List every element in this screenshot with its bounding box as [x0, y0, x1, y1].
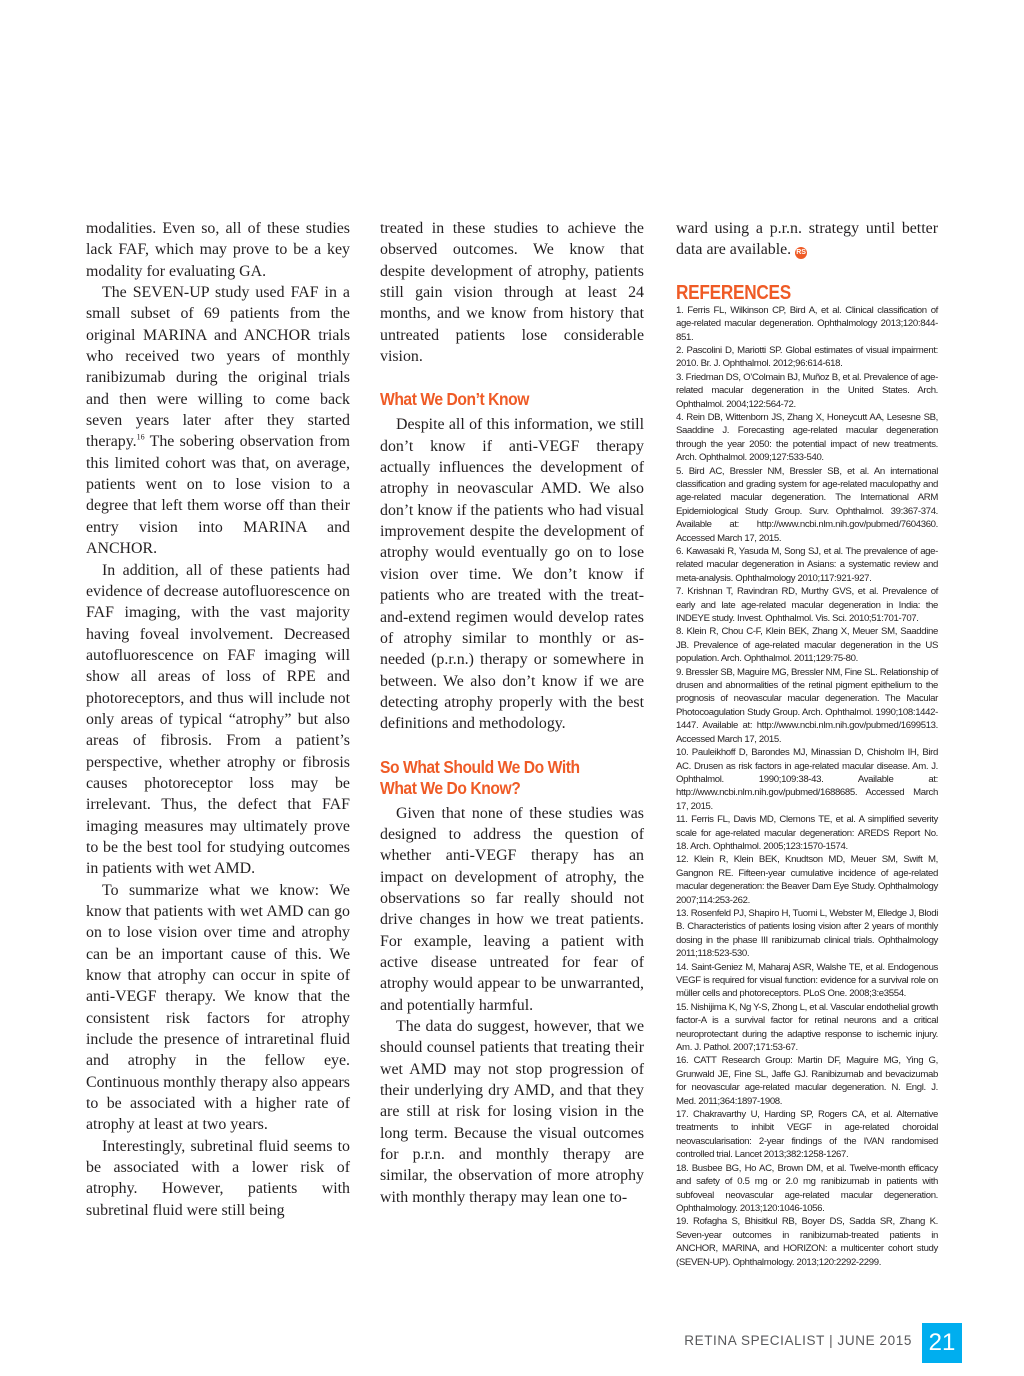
paragraph — [86, 282, 350, 559]
reference-item: 14. Saint-Geniez M, Maharaj ASR, Walshe TE, et al. Endogenous VEGF is required for visual function: evidence for a survival role on müller cells and photoreceptors. PLoS One. 2008;3:e3554. — [676, 961, 938, 1000]
paragraph: modalities. Even so, all of these studies lack FAF, which may prove to be a key modality for evaluating GA. — [86, 220, 350, 280]
end-mark-icon: RS — [795, 247, 807, 259]
paragraph: In addition, all of these patients had evidence of decrease autofluorescence on FAF imaging, with the vast majority having foveal involvement. Decreased autofluorescence on FAF imaging will show all areas of loss of RPE and photoreceptors, and thus will include not only areas of typical “atrophy” but also areas of fibrosis. From a patient’s perspective, whether atrophy or fibrosis causes photoreceptor loss may be irrelevant. Thus, the defect that FAF imaging measures may ultimately prove to be the best tool for studying outcomes in patients with wet AMD. — [86, 561, 350, 878]
reference-item: 2. Pascolini D, Mariotti SP. Global estimates of visual impairment: 2010. Br. J. Ophthalmol. 2012;96:614-618. — [676, 344, 938, 370]
page-number-badge: 21 — [922, 1323, 962, 1363]
paragraph: Interestingly, subretinal fluid seems to be associated with a lower risk of atrophy. However, patients with subretinal fluid were still being — [86, 1137, 350, 1219]
paragraph-text: The SEVEN-UP study used FAF in a small subset of 69 patients from the original MARINA and ANCHOR trials who received two years of monthly ranibizumab during the original trials and then were willing to come back seven years later after they started therapy. — [86, 284, 350, 451]
references-heading: REFERENCES — [676, 281, 791, 304]
reference-item: 10. Pauleikhoff D, Barondes MJ, Minassian D, Chisholm IH, Bird AC. Drusen as risk factors in age-related macular disease. Am. J. Ophthalmol. 1990;109:38-43. Available at: http://www.ncbi.nlm.nih.gov/pubmed/1688685. Accessed March 17, 2015. — [676, 747, 938, 812]
paragraph: Despite all of this information, we still don’t know if anti-VEGF therapy actually influences the development of atrophy in neovascular AMD. We also don’t know if the patients who had visual improvement despite the development of atrophy would eventually go on to lose vision over time. We don’t know if patients who are treated with the treat-and-extend regimen would develop rates of atrophy similar to monthly or as-needed (p.r.n.) therapy or somewhere in between. We also don’t know if we are detecting atrophy properly with the best definitions and methodology. — [380, 416, 644, 733]
closing-text: ward using a p.r.n. strategy until better data are available. — [676, 220, 938, 259]
reference-item: 8. Klein R, Chou C-F, Klein BEK, Zhang X, Meuer SM, Saaddine JB. Prevalence of age-related macular degeneration in the US population. Arch. Ophthalmol. 2011;129:75-80. — [676, 626, 938, 665]
paragraph — [676, 218, 938, 261]
paragraph-text: The sobering observation from this limited cohort was that, on average, patients went on to lose vision to a degree that left them worse off than their entry vision into MARINA and ANCHOR. — [86, 433, 350, 558]
section-heading-what-should-we-do: So What Should We Do With What We Do Know? — [380, 756, 580, 798]
reference-item: 1. Ferris FL, Wilkinson CP, Bird A, et al. Clinical classification of age-related macular degeneration. Ophthalmology 2013;120:844-851. — [676, 304, 938, 343]
reference-item: 16. CATT Research Group: Martin DF, Maguire MG, Ying G, Grunwald JE, Fine SL, Jaffe GJ. Ranibizumab and bevacizumab for neovascular age-related macular degeneration. N. Engl. J. Med. 2011;364:1897-1908. — [676, 1055, 938, 1107]
reference-item: 4. Rein DB, Wittenborn JS, Zhang X, Honeycutt AA, Lesesne SB, Saaddine J. Forecasting age-related macular degeneration through the year 2050: the potential impact of new treatments. Arch. Ophthalmol. 2009;127:533-540. — [676, 411, 938, 464]
section-heading-what-we-dont-know: What We Don’t Know — [380, 389, 529, 410]
reference-item: 19. Rofagha S, Bhisitkul RB, Boyer DS, Sadda SR, Zhang K. Seven-year outcomes in ranibizumab-treated patients in ANCHOR, MARINA, and HORIZON: a multicenter cohort study (SEVEN-UP). Ophthalmology. 2013;120:2292-2299. — [676, 1216, 938, 1268]
article-column-3 — [676, 218, 938, 1269]
footer-publication: RETINA SPECIALIST | JUNE 2015 — [684, 1333, 912, 1348]
reference-item: 3. Friedman DS, O’Colmain BJ, Muñoz B, et al. Prevalence of age-related macular degeneration in the United States. Arch. Ophthalmol. 2004;122:564-72. — [676, 371, 938, 410]
reference-item: 9. Bressler SB, Maguire MG, Bressler NM, Fine SL. Relationship of drusen and abnormalities of the retinal pigment epithelium to the prognosis of neovascular macular degeneration. The Macular Photocoagulation Study Group. Arch. Ophthalmol. 1990;108:1442-1447. Available at: http://www.ncbi.nlm.nih.gov/pubmed/1699513. Accessed March 17, 2015. — [676, 666, 938, 745]
reference-item: 11. Ferris FL, Davis MD, Clemons TE, et al. A simplified severity scale for age-related macular degeneration: AREDS Report No. 18. Arch. Ophthalmol. 2005;123:1570-1574. — [676, 814, 938, 852]
reference-item: 15. Nishijima K, Ng Y-S, Zhong L, et al. Vascular endothelial growth factor-A is a survival factor for retinal neurons and a critical neuroprotectant during the adaptive response to ischemic injury. Am. J. Pathol. 2007;171:53-67. — [676, 1001, 938, 1054]
citation-16: 16 — [136, 433, 145, 443]
paragraph: Given that none of these studies was designed to address the question of whether anti-VEGF therapy has an impact on development of atrophy, the observations so far really should not drive changes in how we treat patients. For example, leaving a patient with active disease untreated for fear of atrophy would appear to be unwarranted, and potentially harmful. — [380, 804, 644, 1014]
paragraph: treated in these studies to achieve the observed outcomes. We know that despite development of atrophy, patients still gain vision through at least 24 months, and we know from history that untreated patients lose considerable vision. — [380, 220, 644, 366]
reference-item: 18. Busbee BG, Ho AC, Brown DM, et al. Twelve-month efficacy and safety of 0.5 mg or 2.0 mg ranibizumab in patients with subfoveal neovascular age-related macular degeneration. Ophthalmology. 2013;120:1046-1056. — [676, 1162, 938, 1214]
article-column-2 — [380, 218, 644, 1208]
reference-item: 13. Rosenfeld PJ, Shapiro H, Tuomi L, Webster M, Elledge J, Blodi B. Characteristics of patients losing vision after 2 years of monthly dosing in the phase III ranibizumab clinical trials. Ophthalmology 2011;118:523-530. — [676, 907, 938, 960]
reference-item: 12. Klein R, Klein BEK, Knudtson MD, Meuer SM, Swift M, Gangnon RE. Fifteen-year cumulative incidence of age-related macular degeneration: the Beaver Dam Eye Study. Ophthalmology 2007;114:253-262. — [676, 854, 938, 906]
paragraph: The data do suggest, however, that we should counsel patients that treating their wet AMD may not stop progression of their underlying dry AMD, and that they are still at risk for losing vision in the long term. Because the visual outcomes for p.r.n. and monthly therapy are similar, the observation of more atrophy with monthly therapy may lean one to- — [380, 1018, 644, 1206]
article-column-1 — [86, 218, 350, 1221]
reference-item: 6. Kawasaki R, Yasuda M, Song SJ, et al. The prevalence of age-related macular degeneration in Asians: a systematic review and meta-analysis. Ophthalmology 2010;117:921-927. — [676, 546, 938, 584]
reference-item: 17. Chakravarthy U, Harding SP, Rogers CA, et al. Alternative treatments to inhibit VEGF in age-related choroidal neovascularisation: 2-year findings of the IVAN randomised controlled trial. Lancet 2013;382:1258-1267. — [676, 1109, 938, 1161]
reference-item: 5. Bird AC, Bressler NM, Bressler SB, et al. An international classification and grading system for age-related maculopathy and age-related macular degeneration. The International ARM Epidemiological Study Group. Surv. Ophthalmol. 39:367-374. Available at: http://www.ncbi.nlm.nih.gov/pubmed/7604360. Accessed March 17, 2015. — [676, 465, 938, 544]
references-list — [676, 304, 938, 1269]
paragraph: To summarize what we know: We know that patients with wet AMD can go on to lose vision over time and atrophy can be an important cause of this. We know that atrophy can occur in spite of anti-VEGF therapy. We know that the consistent risk factors for atrophy include the presence of intraretinal fluid and atrophy in the fellow eye. Continuous monthly therapy also appears to be associated with a higher rate of atrophy at least at two years. — [86, 881, 350, 1134]
reference-item: 7. Krishnan T, Ravindran RD, Murthy GVS, et al. Prevalence of early and late age-related macular degeneration in India: the INDEYE study. Invest. Ophthalmol. Vis. Sci. 2010;51:701-707. — [676, 586, 938, 625]
